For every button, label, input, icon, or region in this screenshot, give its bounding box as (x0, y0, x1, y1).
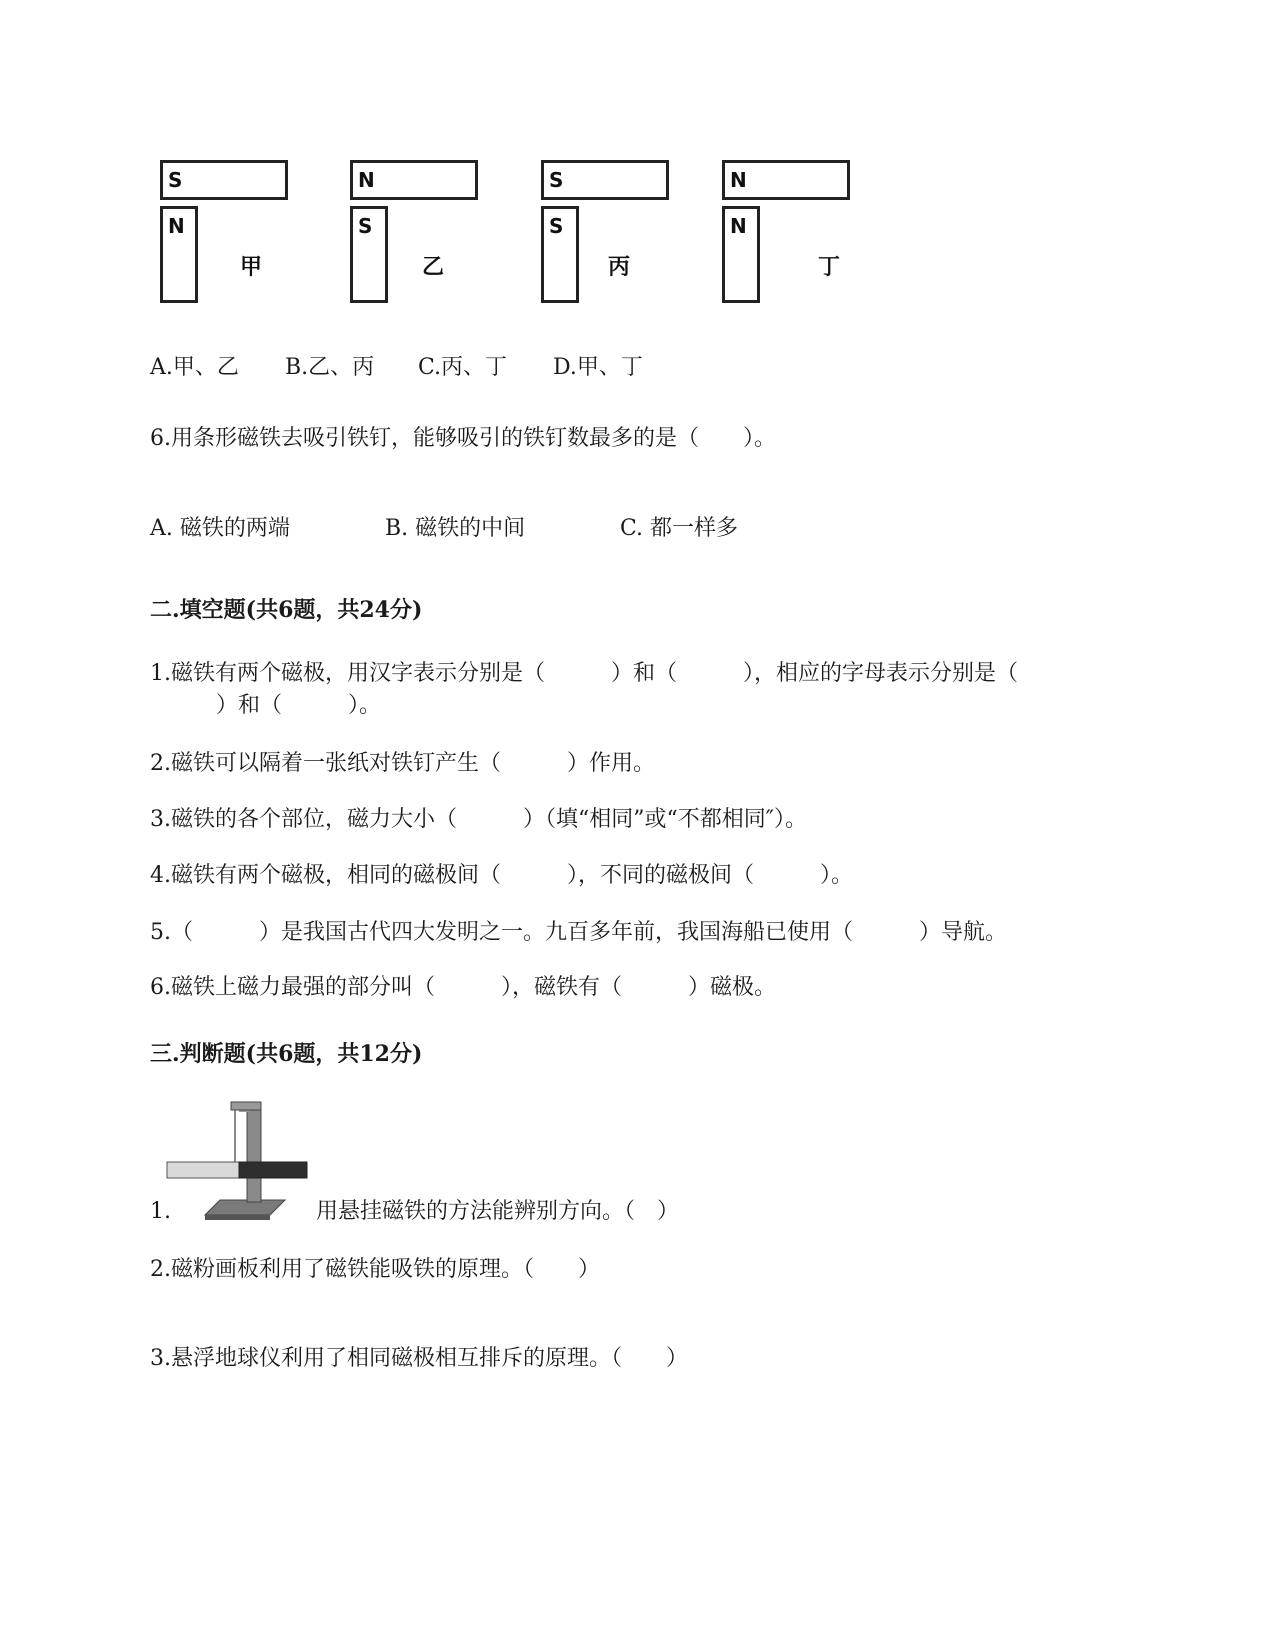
tf-item-1: 用悬挂磁铁的方法能辨别方向。（ ） (316, 1199, 680, 1224)
hanging-magnet-illustration (165, 1100, 315, 1220)
magnet-diagram (0, 0, 1275, 310)
tf-item-2: 2.磁粉画板利用了磁铁能吸铁的原理。（ ） (150, 1257, 600, 1282)
fill-item-1: 1.磁铁有两个磁极，用汉字表示分别是（ ）和（ ），相应的字母表示分别是（ (150, 661, 1018, 686)
pole-label: S (549, 214, 564, 238)
pole-label: S (358, 214, 373, 238)
fill-item-3: 3.磁铁的各个部位，磁力大小（ ）（填“相同”或“不都相同″）。 (150, 807, 807, 832)
pole-label: N (730, 214, 747, 238)
group-label: 乙 (422, 255, 445, 280)
option-b: B. 磁铁的中间 (385, 516, 526, 541)
group-label: 丁 (818, 255, 841, 280)
tf-item-3: 3.悬浮地球仪利用了相同磁极相互排斥的原理。（ ） (150, 1346, 688, 1371)
pole-label: N (358, 168, 375, 192)
option-b: B.乙、丙 (285, 355, 375, 380)
pole-label: S (168, 168, 183, 192)
fill-item-5: 5.（ ）是我国古代四大发明之一。九百多年前，我国海船已使用（ ）导航。 (150, 920, 1007, 945)
fill-item-1-cont: ）和（ ）。 (150, 693, 382, 718)
section-heading: 二.填空题(共6题，共24分) (150, 597, 423, 623)
question-text: 6.用条形磁铁去吸引铁钉，能够吸引的铁钉数最多的是（ ）。 (150, 426, 776, 451)
fill-item-2: 2.磁铁可以隔着一张纸对铁钉产生（ ）作用。 (150, 751, 655, 776)
group-label: 甲 (240, 255, 263, 280)
option-d: D.甲、丁 (553, 355, 643, 380)
tf-item-1-number: 1. (150, 1199, 171, 1224)
option-c: C.丙、丁 (418, 355, 508, 380)
option-c: C. 都一样多 (620, 516, 739, 541)
pole-label: N (168, 214, 185, 238)
option-a: A.甲、乙 (150, 355, 239, 380)
section-heading: 三.判断题(共6题，共12分) (150, 1041, 423, 1067)
pole-label: N (730, 168, 747, 192)
fill-item-6: 6.磁铁上磁力最强的部分叫（ ），磁铁有（ ）磁极。 (150, 975, 776, 1000)
fill-item-4: 4.磁铁有两个磁极，相同的磁极间（ ），不同的磁极间（ ）。 (150, 863, 853, 888)
option-a: A. 磁铁的两端 (150, 516, 290, 541)
group-label: 丙 (608, 255, 631, 280)
pole-label: S (549, 168, 564, 192)
